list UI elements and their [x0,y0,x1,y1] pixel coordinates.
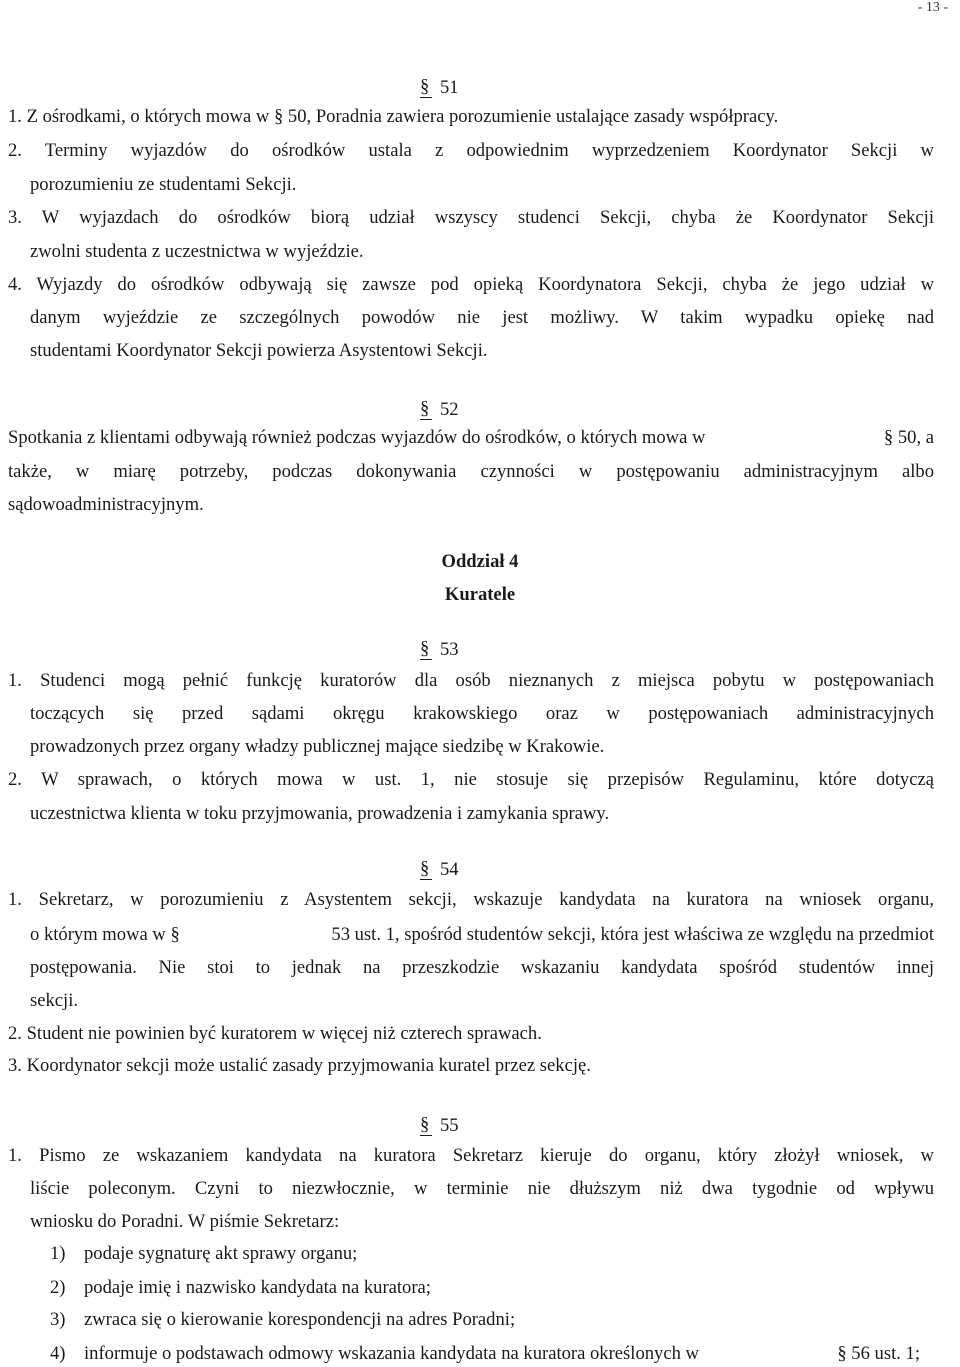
division-subheading: Kuratele [444,584,516,605]
text-tail [884,429,934,448]
paragraph-line: 4. Wyjazdy do ośrodków odbywają się zawsze pod opieką Koordynatora Sekcji, chyba że jego udział w [8,274,934,295]
paragraph-line: zwolni studenta z uczestnictwa w wyjeździe. [30,241,364,262]
list-item-text: podaje imię i nazwisko kandydata na kuratora; [84,1277,431,1298]
list-item-number: 2) [50,1277,66,1298]
section-sign-icon: § [420,638,434,660]
paragraph-line: porozumieniu ze studentami Sekcji. [30,174,297,195]
list-item-number: 1) [50,1243,66,1264]
section-53-header [420,630,550,660]
paragraph-line [30,926,934,945]
section-sign-icon: § [420,76,434,98]
text-tail [837,1345,920,1364]
text: o którym mowa w [30,924,166,945]
paragraph-line: 1. Sekretarz, w porozumieniu z Asystentem sekcji, wskazuje kandydata na kuratora na wniosek organu, [8,889,934,910]
paragraph-line: studentami Koordynator Sekcji powierza Asystentowi Sekcji. [30,340,488,361]
text: 53 ust. 1, spośród studentów sekcji, która jest właściwa ze względu na przedmiot [331,924,934,945]
section-51-header [420,68,550,98]
paragraph-line: sekcji. [30,990,79,1011]
list-item-number: 4) [50,1343,66,1364]
text: 56 ust. 1; [851,1343,920,1364]
paragraph-line: liście poleconym. Czyni to niezwłocznie, w terminie nie dłuższym niż dwa tygodnie od wpływu [30,1178,934,1199]
paragraph-line: wniosku do Poradni. W piśmie Sekretarz: [30,1211,340,1232]
section-54-header [420,850,550,880]
paragraph-line: postępowania. Nie stoi to jednak na przeszkodzie wskazaniu kandydata spośród studentów innej [30,957,934,978]
text: 50, Poradnia zawiera porozumienie ustalające zasady współpracy. [287,106,779,127]
section-sign-icon: § [420,858,434,880]
section-number: 52 [440,399,459,421]
section-sign-icon: § [273,106,284,127]
list-item-text [84,1345,920,1364]
list-item-text: podaje sygnaturę akt sprawy organu; [84,1243,358,1264]
section-number: 51 [440,77,459,99]
paragraph-line: sądowoadministracyjnym. [8,494,204,515]
text: Spotkania z klientami odbywają również podczas wyjazdów do ośrodków, o których mowa w [8,427,706,448]
paragraph-line: 2. Terminy wyjazdów do ośrodków ustala z odpowiednim wyprzedzeniem Koordynator Sekcji w [8,140,934,161]
text [30,926,180,945]
section-sign-icon: § [883,427,894,448]
paragraph-line: 2. W sprawach, o których mowa w ust. 1, nie stosuje się przepisów Regulaminu, które dotyczą [8,769,934,790]
paragraph-line: 2. Student nie powinien być kuratorem w więcej niż czterech sprawach. [8,1023,542,1044]
section-55-header [420,1106,550,1136]
paragraph-line: 1. Pismo ze wskazaniem kandydata na kuratora Sekretarz kieruje do organu, który złożył wniosek, w [8,1145,934,1166]
paragraph-line: danym wyjeździe ze szczególnych powodów nie jest możliwy. W takim wypadku opiekę nad [30,307,934,328]
paragraph-line: uczestnictwa klienta w toku przyjmowania, prowadzenia i zamykania sprawy. [30,803,610,824]
section-52-header [420,390,550,420]
list-item-text: zwraca się o kierowanie korespondencji na adres Poradni; [84,1309,516,1330]
page-number: - 13 - [917,0,948,15]
section-number: 53 [440,639,459,661]
text: informuje o podstawach odmowy wskazania kandydata na kuratora określonych w [84,1343,699,1364]
text: 50, a [897,427,934,448]
section-sign-icon: § [420,1114,434,1136]
paragraph-line: także, w miarę potrzeby, podczas dokonywania czynności w postępowaniu administracyjnym albo [8,461,934,482]
paragraph-line: prowadzonych przez organy władzy publicznej mające siedzibę w Krakowie. [30,736,605,757]
section-number: 54 [440,859,459,881]
section-sign-icon: § [837,1343,847,1364]
section-number: 55 [440,1115,459,1137]
paragraph-line: 3. Koordynator sekcji może ustalić zasady przyjmowania kuratel przez sekcję. [8,1055,591,1076]
text: 1. Z ośrodkami, o których mowa w [8,106,270,127]
paragraph-line: 1. Studenci mogą pełnić funkcję kuratorów dla osób nieznanych z miejsca pobytu w postępowaniach [8,670,934,691]
section-sign-icon: § [170,924,180,945]
paragraph-line [8,108,778,127]
section-sign-icon: § [420,398,434,420]
paragraph-line [8,429,934,448]
paragraph-line: toczących się przed sądami okręgu krakowskiego oraz w postępowaniach administracyjnych [30,703,934,724]
paragraph-line: 3. W wyjazdach do ośrodków biorą udział wszyscy studenci Sekcji, chyba że Koordynator Sekcji [8,207,934,228]
division-heading: Oddział 4 [441,551,519,572]
list-item-number: 3) [50,1309,66,1330]
